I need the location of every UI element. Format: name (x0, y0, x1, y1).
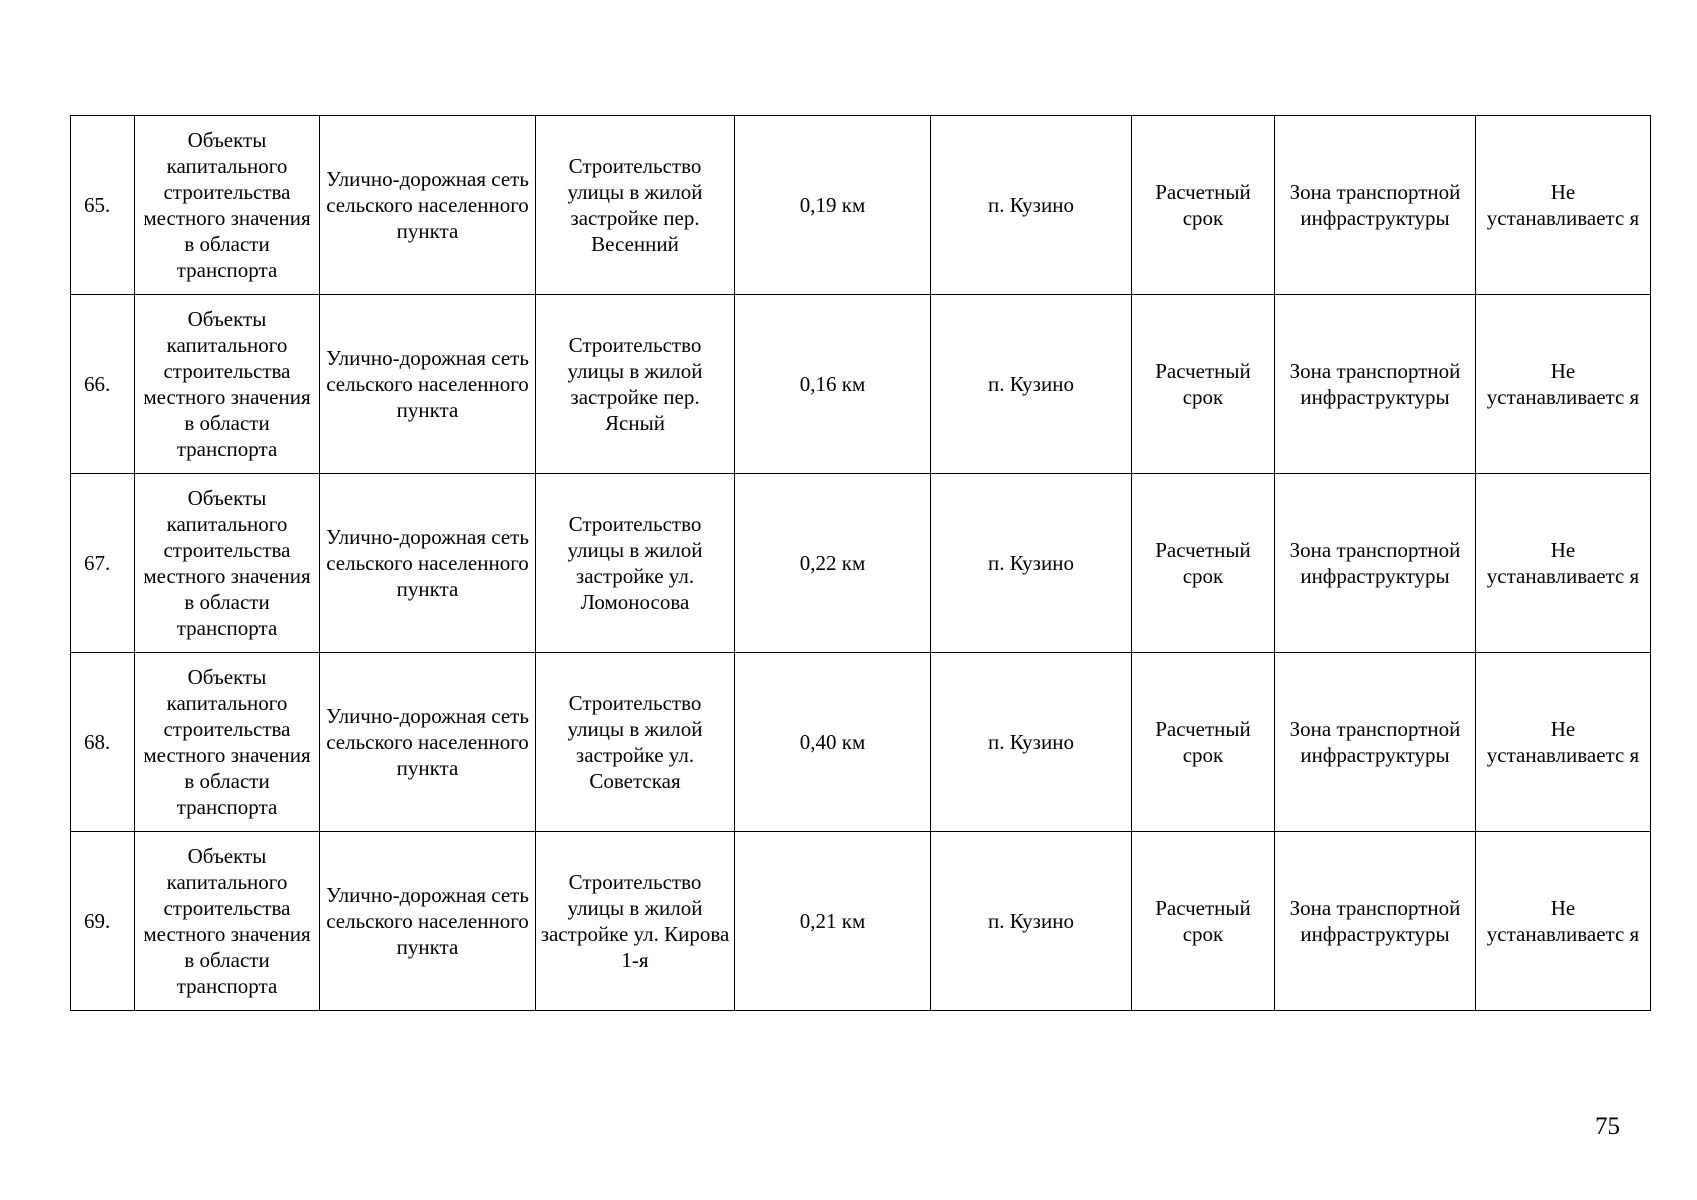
table-row (71, 295, 1651, 474)
term-cell: Расчетный срок (1132, 832, 1275, 1011)
table-row (71, 832, 1651, 1011)
location-cell: п. Кузино (931, 295, 1132, 474)
zone-cell: Зона транспортной инфраструктуры (1275, 832, 1476, 1011)
object-type-cell: Объекты капитального строительства местного значения в области транспорта (135, 474, 320, 653)
row-number-cell: 65. (71, 116, 135, 295)
protection-zone-cell: Не устанавливаетс я (1476, 295, 1651, 474)
description-cell: Строительство улицы в жилой застройке ул. Кирова 1-я (536, 832, 735, 1011)
row-number-cell: 68. (71, 653, 135, 832)
category-cell: Улично-дорожная сеть сельского населенного пункта (320, 295, 536, 474)
location-cell: п. Кузино (931, 832, 1132, 1011)
row-number-cell: 69. (71, 832, 135, 1011)
objects-table (70, 115, 1651, 1011)
category-cell: Улично-дорожная сеть сельского населенного пункта (320, 653, 536, 832)
zone-cell: Зона транспортной инфраструктуры (1275, 295, 1476, 474)
description-cell: Строительство улицы в жилой застройке пер. Ясный (536, 295, 735, 474)
protection-zone-cell: Не устанавливаетс я (1476, 116, 1651, 295)
object-type-cell: Объекты капитального строительства местного значения в области транспорта (135, 295, 320, 474)
category-cell: Улично-дорожная сеть сельского населенного пункта (320, 832, 536, 1011)
length-cell: 0,22 км (735, 474, 931, 653)
table-row (71, 653, 1651, 832)
description-cell: Строительство улицы в жилой застройке ул. Советская (536, 653, 735, 832)
length-cell: 0,21 км (735, 832, 931, 1011)
term-cell: Расчетный срок (1132, 653, 1275, 832)
row-number-cell: 67. (71, 474, 135, 653)
category-cell: Улично-дорожная сеть сельского населенного пункта (320, 116, 536, 295)
object-type-cell: Объекты капитального строительства местного значения в области транспорта (135, 653, 320, 832)
row-number-cell: 66. (71, 295, 135, 474)
zone-cell: Зона транспортной инфраструктуры (1275, 653, 1476, 832)
category-cell: Улично-дорожная сеть сельского населенного пункта (320, 474, 536, 653)
zone-cell: Зона транспортной инфраструктуры (1275, 116, 1476, 295)
length-cell: 0,19 км (735, 116, 931, 295)
description-cell: Строительство улицы в жилой застройке ул. Ломоносова (536, 474, 735, 653)
protection-zone-cell: Не устанавливаетс я (1476, 653, 1651, 832)
location-cell: п. Кузино (931, 116, 1132, 295)
object-type-cell: Объекты капитального строительства местного значения в области транспорта (135, 832, 320, 1011)
object-type-cell: Объекты капитального строительства местного значения в области транспорта (135, 116, 320, 295)
location-cell: п. Кузино (931, 653, 1132, 832)
page-number: 75 (1595, 1113, 1620, 1140)
term-cell: Расчетный срок (1132, 295, 1275, 474)
table-row (71, 116, 1651, 295)
term-cell: Расчетный срок (1132, 116, 1275, 295)
protection-zone-cell: Не устанавливаетс я (1476, 474, 1651, 653)
description-cell: Строительство улицы в жилой застройке пер. Весенний (536, 116, 735, 295)
table-row (71, 474, 1651, 653)
location-cell: п. Кузино (931, 474, 1132, 653)
term-cell: Расчетный срок (1132, 474, 1275, 653)
protection-zone-cell: Не устанавливаетс я (1476, 832, 1651, 1011)
length-cell: 0,16 км (735, 295, 931, 474)
zone-cell: Зона транспортной инфраструктуры (1275, 474, 1476, 653)
length-cell: 0,40 км (735, 653, 931, 832)
